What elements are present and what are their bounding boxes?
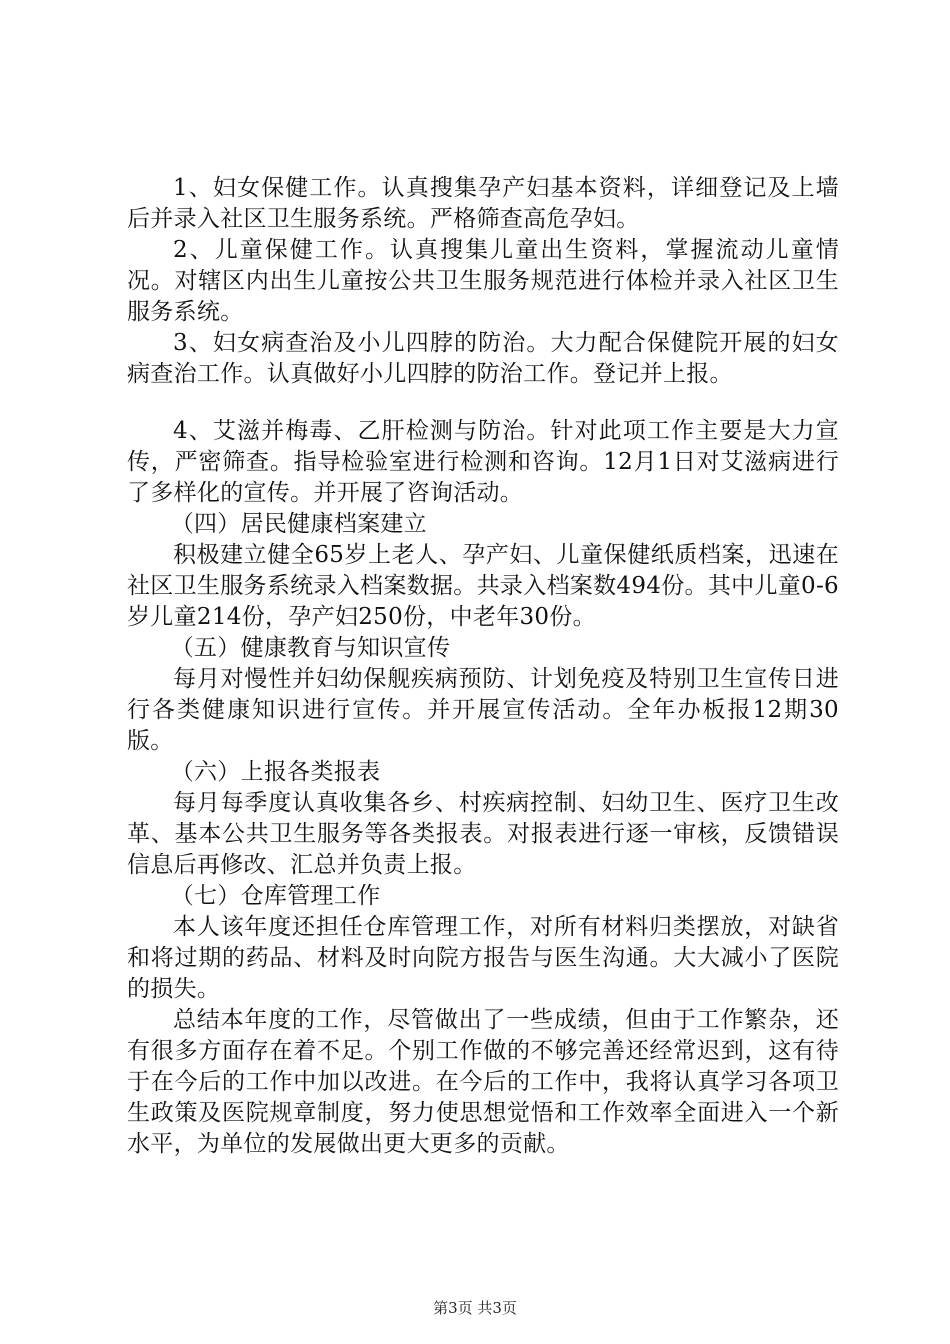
section-heading-reports: （六）上报各类报表	[170, 759, 381, 785]
paragraph-health-education: 每月对慢性并妇幼保舰疾病预防、计划免疫及特别卫生宣传日进行各类健康知识进行宣传。并开展宣传活动。全年办板报12期30版。	[127, 666, 839, 754]
section-heading-health-records: （四）居民健康档案建立	[170, 511, 427, 537]
section-heading-health-education: （五）健康教育与知识宣传	[170, 635, 451, 661]
document-body	[127, 173, 839, 1160]
paragraph-disease-treatment: 3、妇女病查治及小儿四脖的防治。大力配合保健院开展的妇女病查治工作。认真做好小儿四脖的防治工作。登记并上报。	[127, 330, 839, 387]
paragraph-warehouse: 本人该年度还担任仓库管理工作，对所有材料归类摆放，对缺省和将过期的药品、材料及时向院方报告与医生沟通。大大减小了医院的损失。	[127, 914, 839, 1002]
paragraph-reports: 每月每季度认真收集各乡、村疾病控制、妇幼卫生、医疗卫生改革、基本公共卫生服务等各类报表。对报表进行逐一审核，反馈错误信息后再修改、汇总并负责上报。	[127, 790, 839, 878]
page-footer: 第3页 共3页	[433, 1299, 517, 1317]
paragraph-health-records: 积极建立健全65岁上老人、孕产妇、儿童保健纸质档案，迅速在社区卫生服务系统录入档案数据。共录入档案数494份。其中儿童0-6岁儿童214份，孕产妇250份，中老年30份。	[127, 542, 839, 630]
paragraph-child-health: 2、儿童保健工作。认真搜集儿童出生资料，掌握流动儿童情况。对辖区内出生儿童按公共卫生服务规范进行体检并录入社区卫生服务系统。	[127, 237, 839, 325]
section-heading-warehouse: （七）仓库管理工作	[170, 883, 381, 909]
paragraph-womens-health: 1、妇女保健工作。认真搜集孕产妇基本资料，详细登记及上墙后并录入社区卫生服务系统。严格筛查高危孕妇。	[127, 175, 839, 232]
paragraph-aids-syphilis-hepatitis: 4、艾滋并梅毒、乙肝检测与防治。针对此项工作主要是大力宣传，严密筛查。指导检验室进行检测和咨询。12月1日对艾滋病进行了多样化的宣传。并开展了咨询活动。	[127, 418, 839, 506]
paragraph-summary: 总结本年度的工作，尽管做出了一些成绩，但由于工作繁杂，还有很多方面存在着不足。个别工作做的不够完善还经常迟到，这有待于在今后的工作中加以改进。在今后的工作中，我将认真学习各项卫生政策及医院规章制度，努力使思想觉悟和工作效率全面进入一个新水平，为单位的发展做出更大更多的贡献。	[127, 1007, 839, 1157]
